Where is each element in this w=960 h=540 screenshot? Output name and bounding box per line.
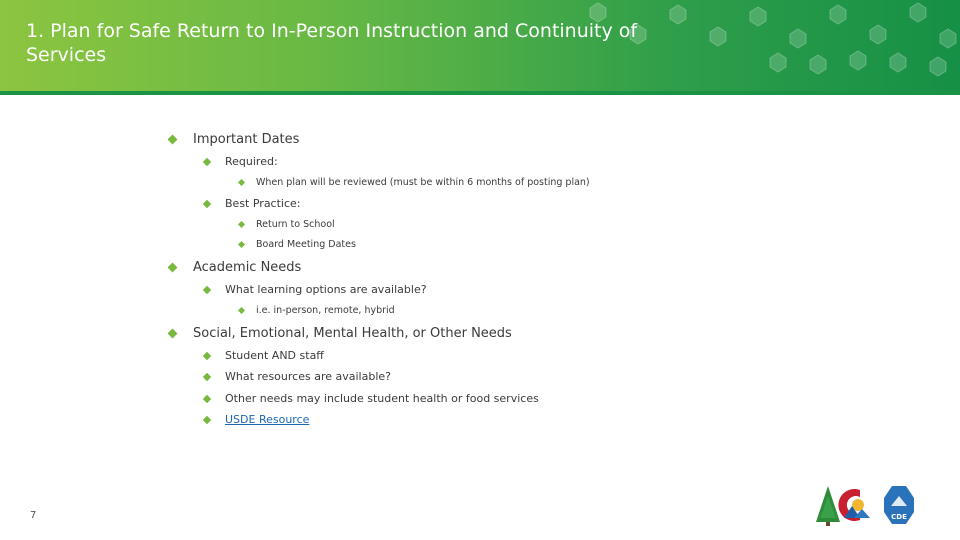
diamond-bullet-icon [238,221,245,228]
bullet-text: Board Meeting Dates [256,239,356,250]
list-item [256,219,335,231]
bullet-text: When plan will be reviewed (must be within 6 months of posting plan) [256,177,590,188]
diamond-bullet-icon [203,200,211,208]
bullet-text: Important Dates [193,132,300,147]
bullet-text: What resources are available? [225,370,391,383]
diamond-bullet-icon [203,395,211,403]
list-item [225,370,391,384]
bullet-text: Student AND staff [225,349,324,362]
page-number: 7 [30,510,37,521]
diamond-bullet-icon [203,373,211,381]
diamond-bullet-icon [203,158,211,166]
diamond-bullet-icon [238,307,245,314]
list-item [225,349,324,363]
list-item [225,283,427,297]
list-item [193,326,512,342]
bullet-text: Other needs may include student health or food services [225,392,539,405]
diamond-bullet-icon [168,135,178,145]
bullet-text: Social, Emotional, Mental Health, or Other Needs [193,326,512,341]
bullet-text: Return to School [256,219,335,230]
list-item [225,197,301,211]
slide-title: 1. Plan for Safe Return to In-Person Instruction and Continuity of Services [26,20,638,66]
diamond-bullet-icon [168,263,178,273]
list-item [256,239,356,251]
bullet-text: Required: [225,155,278,168]
list-item [256,305,395,317]
diamond-bullet-icon [238,179,245,186]
usde-resource-link[interactable]: USDE Resource [225,413,310,426]
list-item [193,132,299,148]
header-underline [0,91,960,95]
list-item [193,260,301,276]
cde-logo-text: CDE [891,513,907,521]
colorado-cde-logo-icon [814,482,938,528]
bullet-text: What learning options are available? [225,283,427,296]
bullet-text: Best Practice: [225,197,301,210]
list-item [225,413,309,427]
list-item [225,392,539,406]
diamond-bullet-icon [238,241,245,248]
list-item [256,177,590,189]
title-banner [0,0,960,91]
diamond-bullet-icon [203,416,211,424]
list-item [225,155,278,169]
diamond-bullet-icon [203,352,211,360]
bullet-text: i.e. in-person, remote, hybrid [256,305,395,316]
diamond-bullet-icon [168,329,178,339]
bullet-text: Academic Needs [193,260,302,275]
diamond-bullet-icon [203,286,211,294]
